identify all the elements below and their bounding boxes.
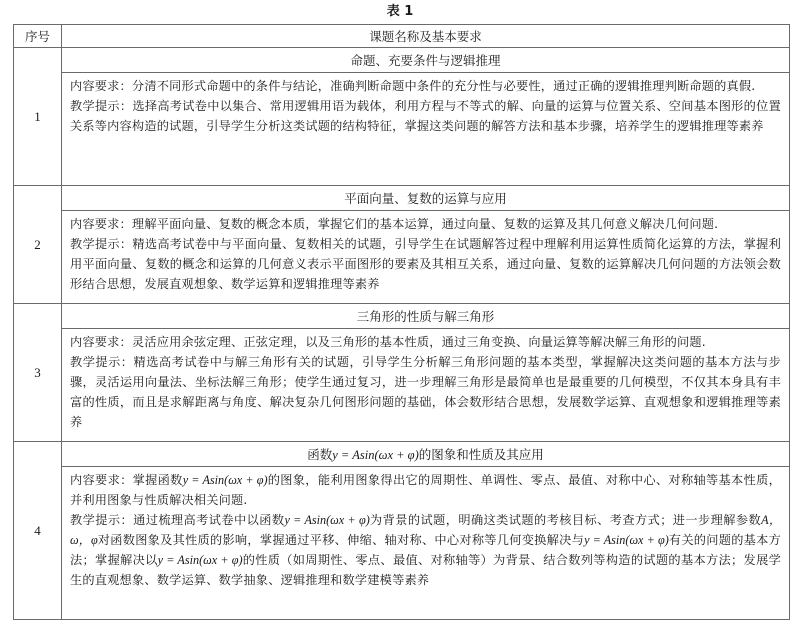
row-number: 1 — [14, 48, 62, 186]
content-requirement: 内容要求：理解平面向量、复数的概念本质，掌握它们的基本运算，通过向量、复数的运算及其几何意义解决几何问题. — [70, 217, 719, 231]
function-formula: y = Asin(ωx + φ) — [332, 448, 419, 462]
header-number: 序号 — [14, 25, 62, 48]
row-number: 4 — [14, 442, 62, 620]
table-caption: 表 1 — [386, 4, 414, 19]
teaching-hint — [70, 510, 781, 590]
table-row-body — [14, 329, 790, 442]
content-suffix: 的图象，能利用图象得出它的周期性、单调性、零点、最值、对称中心、对称轴等基本性质，并利用图象与性质解决相关问题. — [70, 473, 781, 507]
row-body — [62, 73, 790, 186]
teaching-hint: 教学提示：精选高考试卷中与解三角形有关的试题，引导学生分析解三角形问题的基本类型，掌握解决这类问题的基本方法与步骤，灵活运用向量法、坐标法解三角形；使学生通过复习，进一步理解三角形是最简单也是最重要的几何模型，不仅其本身具有丰富的性质，而且是求解距离与角度、解决复杂几何图形问题的基础，体会数形结合思想，发展数学运算、直观想象和逻辑推理等素养 — [70, 355, 781, 429]
teaching-hint: 教学提示：选择高考试卷中以集合、常用逻辑用语为载体，利用方程与不等式的解、向量的运算与位置关系、空间基本图形的位置关系等内容构造的试题，引导学生分析这类试题的结构特征，掌握这类问题的解答方法和基本步骤，培养学生的逻辑推理等素养 — [70, 99, 781, 133]
header-title: 课题名称及基本要求 — [62, 25, 790, 48]
function-formula: y = Asin(ωx + φ) — [284, 513, 370, 527]
table-row — [14, 48, 790, 73]
table-row-body — [14, 73, 790, 186]
row-number: 2 — [14, 186, 62, 304]
table-row — [14, 442, 790, 467]
function-formula: y = Asin(ωx + φ) — [584, 533, 669, 547]
title-prefix: 函数 — [307, 447, 333, 462]
hint-part: 的性质（如周期性、零点、最值、对称轴等）为背景、结合数列等构造的试题的基本方法；发展学生的直观想象、数学运算、数学抽象、逻辑推理和数学建模等素养 — [70, 553, 781, 587]
content-requirement — [70, 470, 781, 510]
content-prefix: 内容要求：掌握函数 — [70, 473, 183, 487]
row-title: 三角形的性质与解三角形 — [62, 304, 790, 329]
row-body — [62, 467, 790, 620]
teaching-hint: 教学提示：精选高考试卷中与平面向量、复数相关的试题，引导学生在试题解答过程中理解利用运算性质简化运算的方法，掌握利用平面向量、复数的概念和运算的几何意义表示平面图形的要素及其相互关系，通过向量、复数的运算解决几何问题的方法领会数形结合思想，发展直观想象、数学运算和逻辑推理等素养 — [70, 237, 781, 291]
table-row — [14, 186, 790, 211]
hint-part: 教学提示：通过梳理高考试卷中以函数 — [70, 513, 285, 527]
title-suffix: 的图象和性质及其应用 — [418, 447, 544, 462]
course-table — [13, 24, 790, 620]
row-title: 命题、充要条件与逻辑推理 — [62, 48, 790, 73]
table-row — [14, 304, 790, 329]
row-body — [62, 329, 790, 442]
table-row-body — [14, 467, 790, 620]
row-number: 3 — [14, 304, 62, 442]
content-requirement: 内容要求：分清不同形式命题中的条件与结论，准确判断命题中条件的充分性与必要性，通过正确的逻辑推理判断命题的真假. — [70, 79, 756, 93]
table-header-row — [14, 25, 790, 48]
hint-part: 有关的问题的基本方法；掌握解决以 — [70, 533, 781, 567]
row-title: 平面向量、复数的运算与应用 — [62, 186, 790, 211]
parameter-list: A，ω，φ — [70, 513, 782, 547]
hint-part: 对函数图象及其性质的影响，掌握通过平移、伸缩、轴对称、中心对称等几何变换解决与 — [97, 533, 585, 547]
hint-part: 为背景的试题，明确这类试题的考核目标、考查方式；进一步理解参数 — [369, 513, 762, 527]
content-requirement: 内容要求：灵活应用余弦定理、正弦定理，以及三角形的基本性质，通过三角变换、向量运算等解决解三角形的问题. — [70, 335, 706, 349]
function-formula: y = Asin(ωx + φ) — [157, 553, 243, 567]
table-row-body — [14, 211, 790, 304]
row-title — [62, 442, 790, 467]
row-body — [62, 211, 790, 304]
function-formula: y = Asin(ωx + φ) — [182, 473, 268, 487]
